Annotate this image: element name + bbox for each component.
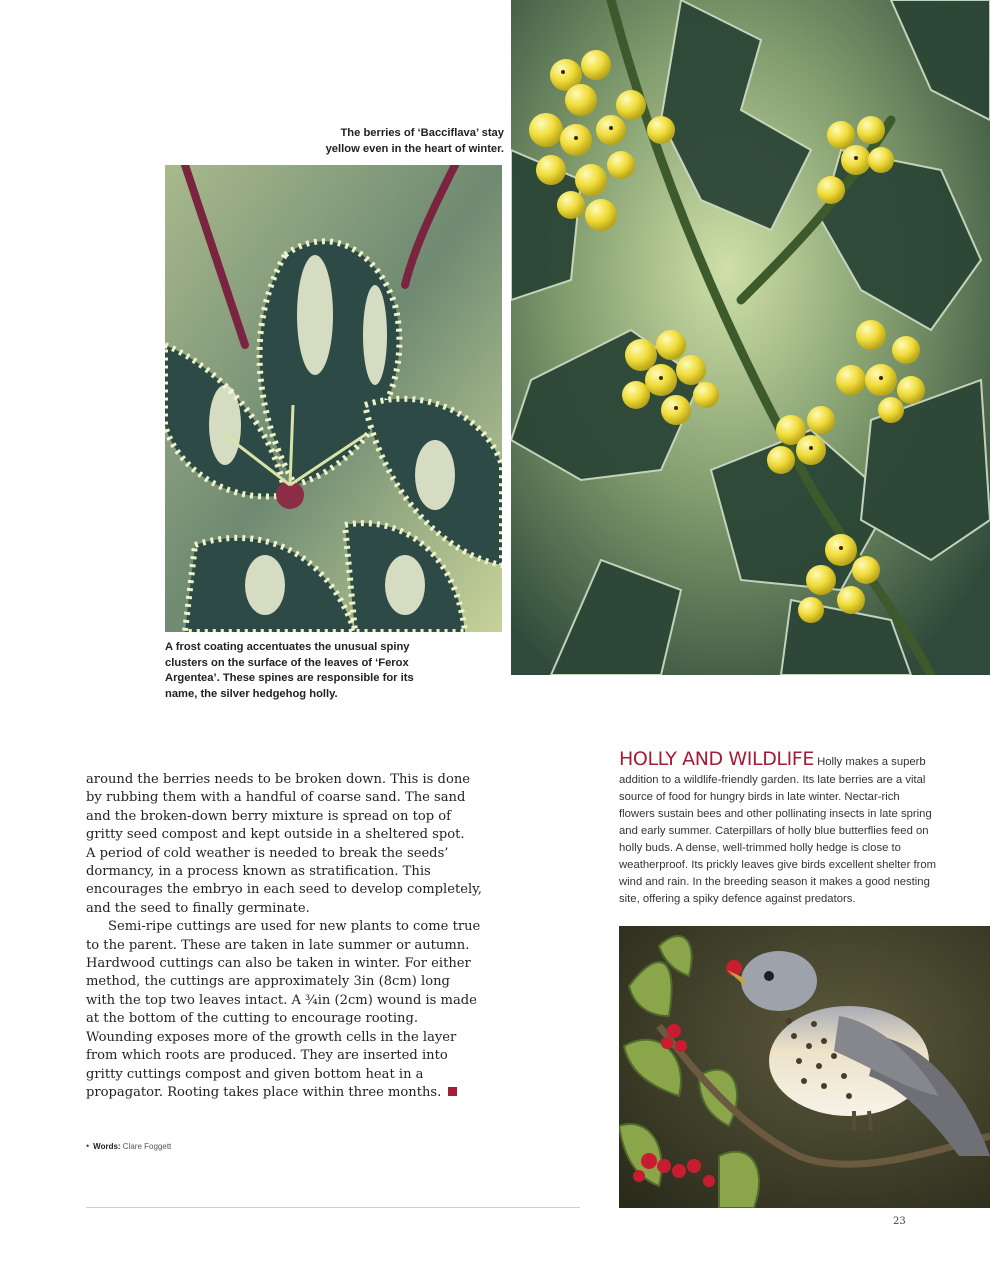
fieldfare-bird-photo: [619, 926, 990, 1208]
sidebar-line: wind and rain. In the breeding season it makes a good nesting: [619, 876, 930, 888]
body-line: gritty cuttings compost and given bottom heat in a: [86, 1066, 424, 1082]
body-line: Hardwood cuttings can also be taken in winter. For either: [86, 956, 471, 972]
body-line: at the bottom of the cutting to encourage rooting.: [86, 1011, 418, 1027]
caption-line: A frost coating accentuates the unusual spiny: [165, 641, 410, 653]
body-line: Semi-ripe cuttings are used for new plants to come true: [108, 919, 481, 935]
page-number: 23: [893, 1216, 906, 1227]
body-line: from which roots are produced. They are inserted into: [86, 1048, 448, 1064]
caption-line: Argentea’. These spines are responsible for its: [165, 672, 414, 684]
body-line: with the top two leaves intact. A ¾in (2cm) wound is made: [86, 992, 477, 1008]
sidebar-line: Holly makes a superb: [817, 756, 926, 768]
body-line-text: propagator. Rooting takes place within three months.: [86, 1084, 442, 1100]
holly-berries-photo: [511, 0, 990, 675]
caption-line: clusters on the surface of the leaves of ‘Ferox: [165, 656, 409, 669]
end-mark-square: [448, 1087, 457, 1096]
body-line: by rubbing them with a handful of coarse sand. The sand: [86, 790, 466, 806]
frosted-holly-leaves-photo: [165, 165, 502, 632]
body-line: method, the cuttings are approximately 3in (8cm) long: [86, 974, 450, 990]
sidebar-line: flowers sustain bees and other pollinating insects in late spring: [619, 808, 932, 820]
sidebar-line: source of food for hungry birds in late winter. Nectar-rich: [619, 791, 900, 803]
sidebar-line: site, offering a spiky defence against predators.: [619, 893, 856, 905]
caption-line: yellow even in the heart of winter.: [325, 142, 504, 155]
body-line: encourages the embryo in each seed to develop completely,: [86, 882, 482, 898]
body-line: around the berries needs to be broken down. This is done: [86, 772, 471, 787]
caption-line: name, the silver hedgehog holly.: [165, 687, 338, 700]
footer-divider: [86, 1207, 580, 1208]
body-line: dormancy, in a process known as stratification. This: [86, 864, 431, 880]
body-line: gritty seed compost and kept outside in a sheltered spot.: [86, 827, 465, 843]
sidebar-line: weatherproof. Its prickly leaves give birds excellent shelter from: [619, 859, 937, 871]
body-line: Wounding exposes more of the growth cells in the layer: [86, 1029, 457, 1045]
credit-name: Clare Foggett: [122, 1142, 172, 1151]
credit-bullet: •: [86, 1141, 90, 1151]
body-line: and the broken-down berry mixture is spread on top of: [86, 808, 452, 824]
body-last-line: [86, 1084, 441, 1102]
author-credit: [86, 1141, 171, 1151]
holly-wildlife-sidebar: [619, 748, 939, 908]
body-line: and the seed to finally germinate.: [86, 900, 310, 916]
body-line: to the parent. These are taken in late summer or autumn.: [86, 937, 470, 953]
credit-label: Words:: [93, 1142, 121, 1151]
sidebar-first-line: [619, 748, 939, 772]
berries-photo-caption: [264, 126, 504, 157]
caption-line: The berries of ‘Bacciflava’ stay: [340, 127, 504, 139]
sidebar-heading: HOLLY AND WILDLIFE: [619, 748, 814, 770]
sidebar-line: addition to a wildlife-friendly garden. Its late berries are a vital: [619, 774, 926, 786]
frost-photo-caption: [165, 640, 415, 702]
sidebar-line: and early summer. Caterpillars of holly blue butterflies feed on: [619, 825, 929, 837]
sidebar-line: holly buds. A dense, well-trimmed holly hedge is close to: [619, 842, 901, 854]
body-line: A period of cold weather is needed to break the seeds’: [86, 845, 449, 861]
article-body: [86, 771, 482, 1102]
